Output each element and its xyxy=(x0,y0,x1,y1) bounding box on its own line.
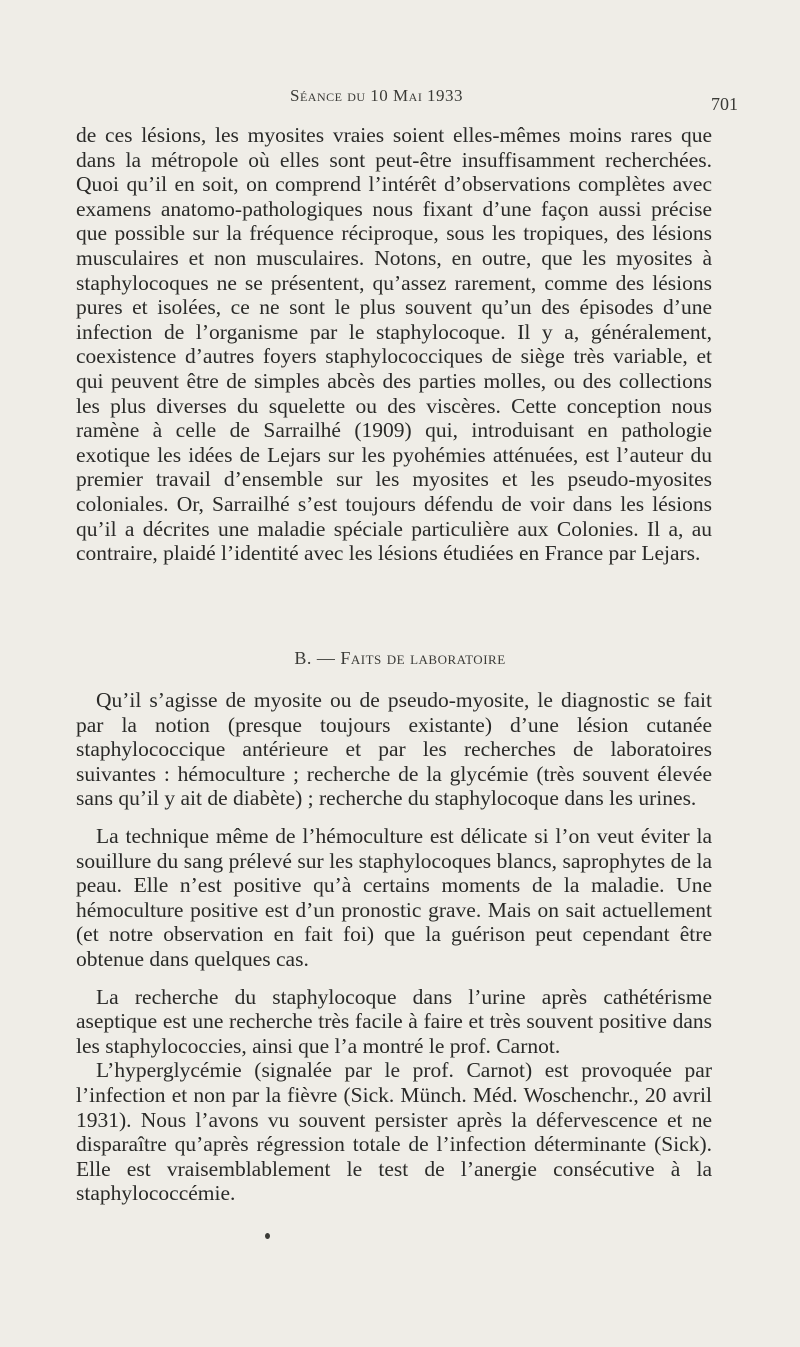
paragraph: La recherche du staphylocoque dans l’urine après cathétérisme aseptique est une recherche très facile à faire et très souvent positive dans les staphylococcies, ainsi que l’a montré le prof. Carnot. xyxy=(76,984,712,1058)
body-text-section-b xyxy=(76,688,712,1206)
ink-dot xyxy=(265,1233,270,1239)
section-heading: B. — Faits de laboratoire xyxy=(294,648,506,668)
page-header xyxy=(0,86,800,116)
running-head: Séance du 10 Mai 1933 xyxy=(290,86,464,105)
paragraph: L’hyperglycémie (signalée par le prof. Carnot) est provoquée par l’infection et non par la fièvre (Sick. Münch. Méd. Woschenchr., 20 avril 1931). Nous l’avons vu souvent persister après la défervescence et ne disparaître qu’après régression totale de l’infection déterminante (Sick). Elle est vraisemblablement le test de l’anergie consécutive à la staphylococcémie. xyxy=(76,1058,712,1206)
paragraph: de ces lésions, les myosites vraies soient elles-mêmes moins rares que dans la métropole où elles sont peut-être insuffisamment recherchées. Quoi qu’il en soit, on comprend l’intérêt d’observations complètes avec examens anatomo-pathologiques nous fixant d’une façon aussi précise que possible sur la fréquence réciproque, sous les tropiques, des lésions musculaires et non musculaires. Notons, en outre, que les myosites à staphylocoques ne se présentent, qu’assez rarement, comme des lésions pures et isolées, ce ne sont le plus souvent qu’un des épisodes d’une infection de l’organisme par le staphylocoque. Il y a, généralement, coexistence d’autres foyers staphylococciques de siège très variable, et qui peuvent être de simples abcès des parties molles, ou des collections les plus diverses du squelette ou des viscères. Cette conception nous ramène à celle de Sarrailhé (1909) qui, introduisant en pathologie exotique les idées de Lejars sur les pyohémies atténuées, est l’auteur du premier travail d’ensemble sur les myosites et les pseudo-myosites coloniales. Or, Sarrailhé s’est toujours défendu de voir dans les lésions qu’il a décrites une maladie spéciale particulière aux Colonies. Il a, au contraire, plaidé l’identité avec les lésions étudiées en France par Lejars. xyxy=(76,123,712,566)
paragraph: La technique même de l’hémoculture est délicate si l’on veut éviter la souillure du sang prélevé sur les staphylocoques blancs, saprophytes de la peau. Elle n’est positive qu’à certains moments de la maladie. Une hémoculture positive est d’un pronostic grave. Mais on sait actuellement (et notre observation en fait foi) que la guérison peut cependant être obtenue dans quelques cas. xyxy=(76,823,712,971)
page-number: 701 xyxy=(711,94,738,114)
paragraph: Qu’il s’agisse de myosite ou de pseudo-myosite, le diagnostic se fait par la notion (presque toujours existante) d’une lésion cutanée staphylococcique antérieure et par les recherches de laboratoires suivantes : hémoculture ; recherche de la glycémie (très souvent élevée sans qu’il y ait de diabète) ; recherche du staphylocoque dans les urines. xyxy=(76,688,712,811)
body-text-section-a xyxy=(76,123,712,566)
